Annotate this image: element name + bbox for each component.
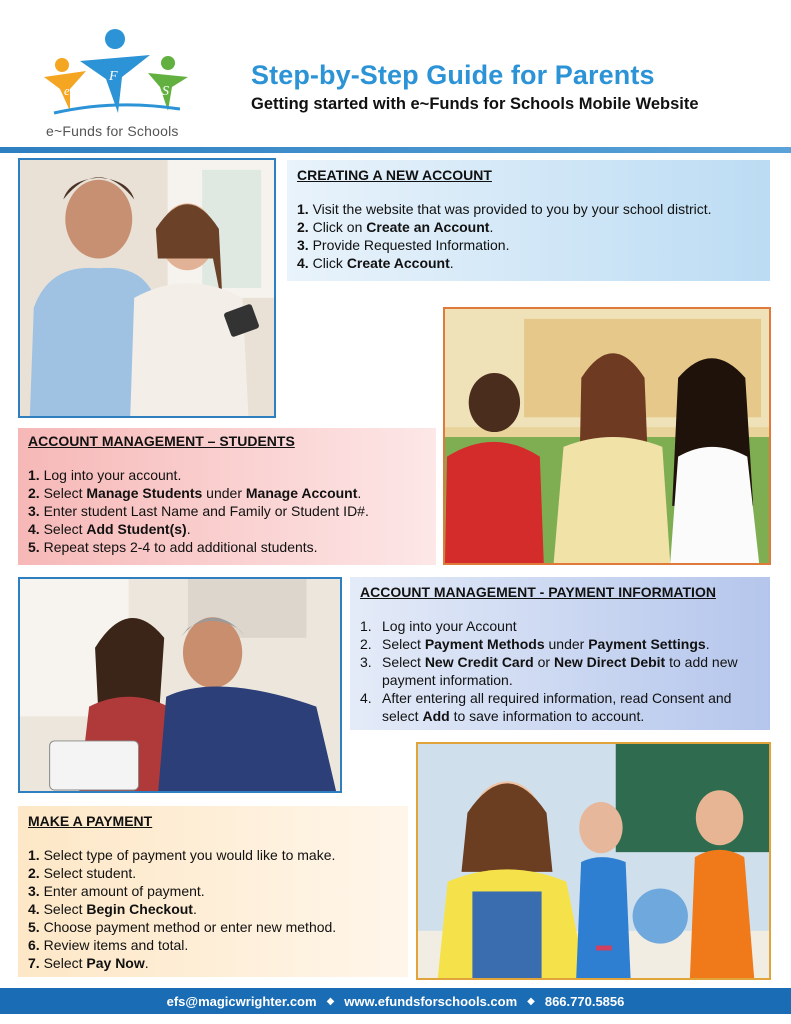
payment-info-panel (350, 577, 770, 730)
list-item: 3. Provide Requested Information. (297, 237, 510, 253)
list-item: 4. Select Add Student(s). (28, 521, 191, 537)
list-item: 2. Click on Create an Account. (297, 219, 494, 235)
payment-info-heading: ACCOUNT MANAGEMENT - PAYMENT INFORMATION (360, 584, 716, 600)
footer-email[interactable]: efs@magicwrighter.com (166, 993, 317, 1009)
svg-text:e: e (64, 83, 70, 98)
logo-figures-icon (40, 25, 190, 125)
list-item: 3. Enter amount of payment. (28, 883, 205, 899)
classroom-photo (416, 742, 771, 980)
list-item: 4. After entering all required information, read Consent and select Add to save information to account. (360, 690, 732, 724)
couple-phone-photo (18, 158, 276, 418)
students-photo (443, 307, 771, 565)
creating-account-heading: CREATING A NEW ACCOUNT (297, 167, 492, 183)
students-heading: ACCOUNT MANAGEMENT – STUDENTS (28, 433, 295, 449)
list-item: 3. Enter student Last Name and Family or Student ID#. (28, 503, 369, 519)
list-item: 2. Select Payment Methods under Payment Settings. (360, 636, 710, 652)
list-item: 4. Select Begin Checkout. (28, 901, 197, 917)
page-title: Step-by-Step Guide for Parents (251, 60, 655, 90)
list-item: 2. Select student. (28, 865, 137, 881)
footer-phone: 866.770.5856 (544, 993, 625, 1009)
list-item: 5. Repeat steps 2-4 to add additional students. (28, 539, 318, 555)
list-item: 5. Choose payment method or enter new method. (28, 919, 337, 935)
creating-account-panel (287, 160, 770, 281)
diamond-icon: ◆ (527, 995, 535, 1007)
list-item: 1. Log into your account. (28, 467, 182, 483)
make-payment-panel (18, 806, 408, 977)
page-subtitle: Getting started with e~Funds for Schools Mobile Website (251, 95, 699, 113)
header-divider (0, 147, 791, 153)
list-item: 1. Visit the website that was provided to you by your school district. (297, 201, 712, 217)
couple-tablet-photo (18, 577, 342, 793)
list-item: 7. Select Pay Now. (28, 955, 149, 971)
creating-account-steps (297, 200, 760, 272)
make-payment-heading: MAKE A PAYMENT (28, 813, 153, 829)
svg-text:S: S (162, 84, 169, 99)
students-steps (28, 466, 426, 556)
list-item: 1. Log into your Account (360, 618, 517, 634)
footer-website[interactable]: www.efundsforschools.com (344, 993, 518, 1009)
payment-info-steps (360, 617, 760, 725)
students-panel (18, 428, 436, 565)
list-item: 4. Click Create Account. (297, 255, 454, 271)
make-payment-steps (28, 846, 398, 972)
list-item: 3. Select New Credit Card or New Direct Debit to add new payment information. (360, 654, 738, 688)
footer-bar (0, 988, 791, 1014)
svg-text:F: F (109, 69, 118, 84)
list-item: 1. Select type of payment you would like to make. (28, 847, 336, 863)
logo-text: e~Funds for Schools (46, 123, 179, 139)
list-item: 2. Select Manage Students under Manage Account. (28, 485, 362, 501)
diamond-icon: ◆ (326, 995, 335, 1007)
list-item: 6. Review items and total. (28, 937, 189, 953)
